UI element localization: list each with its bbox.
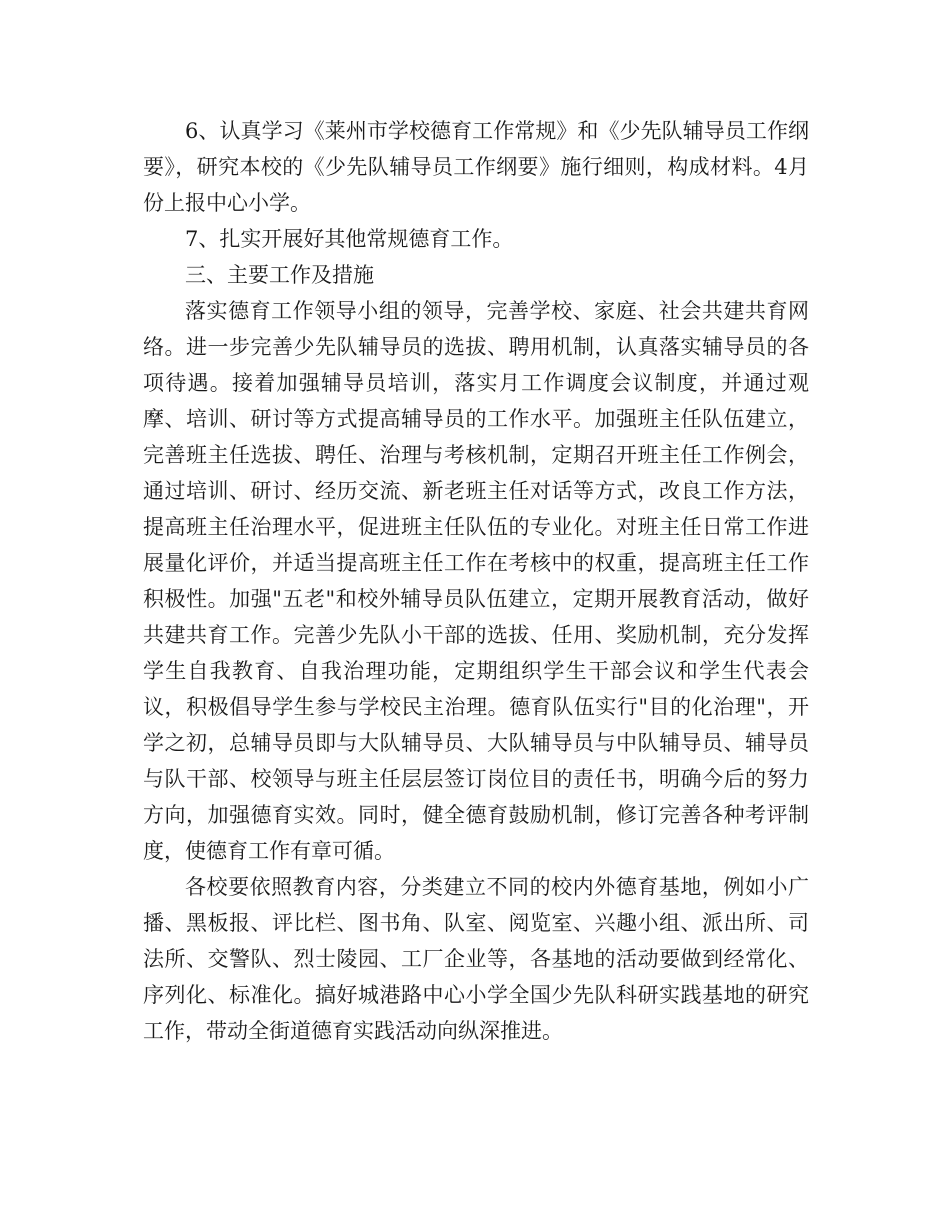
paragraph-leadership: 落实德育工作领导小组的领导，完善学校、家庭、社会共建共育网络。进一步完善少先队辅导员的选拔、聘用机制，认真落实辅导员的各项待遇。接着加强辅导员培训，落实月工作调度会议制度，并通过观摩、培训、研讨等方式提高辅导员的工作水平。加强班主任队伍建立，完善班主任选拔、聘任、治理与考核机制，定期召开班主任工作例会，通过培训、研讨、经历交流、新老班主任对话等方式，改良工作方法，提高班主任治理水平，促进班主任队伍的专业化。对班主任日常工作进展量化评价，并适当提高班主任工作在考核中的权重，提高班主任工作积极性。加强"五老"和校外辅导员队伍建立，定期开展教育活动，做好共建共育工作。完善少先队小干部的选拔、任用、奖励机制，充分发挥学生自我教育、自我治理功能，定期组织学生干部会议和学生代表会议，积极倡导学生参与学校民主治理。德育队伍实行"目的化治理"，开学之初，总辅导员即与大队辅导员、大队辅导员与中队辅导员、辅导员与队干部、校领导与班主任层层签订岗位目的责任书，明确今后的努力方向，加强德育实效。同时，健全德育鼓励机制，修订完善各种考评制度，使德育工作有章可循。 bbox=[143, 299, 809, 863]
section-heading-main-work: 三、主要工作及措施 bbox=[185, 263, 374, 287]
document-body bbox=[143, 113, 809, 1049]
paragraph-bases: 各校要依照教育内容，分类建立不同的校内外德育基地，例如小广播、黑板报、评比栏、图书角、队室、阅览室、兴趣小组、派出所、司法所、交警队、烈士陵园、工厂企业等，各基地的活动要做到经常化、序列化、标准化。搞好城港路中心小学全国少先队科研实践基地的研究工作，带动全街道德育实践活动向纵深推进。 bbox=[143, 875, 809, 1043]
paragraph-item-6: 6、认真学习《莱州市学校德育工作常规》和《少先队辅导员工作纲要》，研究本校的《少先队辅导员工作纲要》施行细则，构成材料。4月份上报中心小学。 bbox=[143, 119, 809, 215]
paragraph-item-7: 7、扎实开展好其他常规德育工作。 bbox=[185, 227, 514, 251]
